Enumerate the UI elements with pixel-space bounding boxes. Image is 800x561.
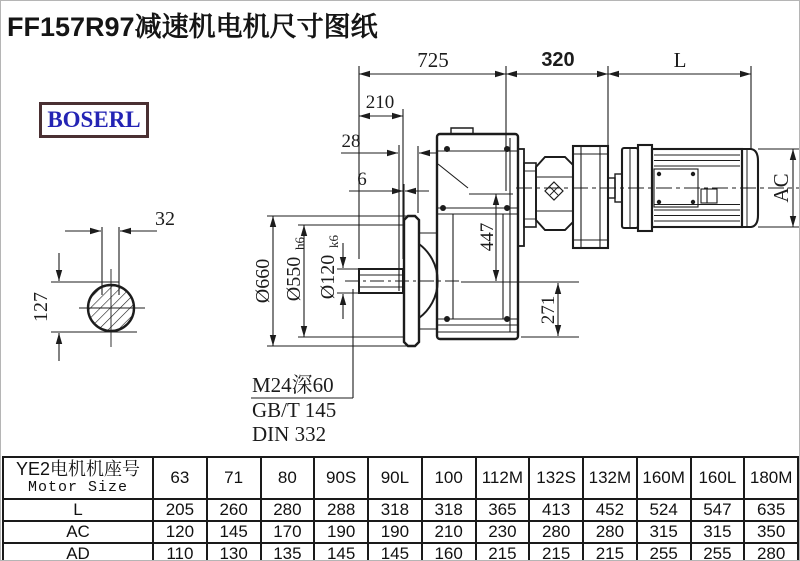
size-column-header: 71	[207, 457, 261, 499]
size-column-header: 63	[153, 457, 207, 499]
dimension-value-cell: 350	[744, 521, 798, 543]
dimension-value-cell: 215	[476, 543, 530, 561]
size-column-header: 132S	[529, 457, 583, 499]
dimension-value-cell: 318	[368, 499, 422, 521]
dimension-value-cell: 160	[422, 543, 476, 561]
dimension-row-L	[3, 499, 798, 521]
dimension-value-cell: 280	[744, 543, 798, 561]
dim-6: 6	[357, 169, 367, 190]
housing-bolts	[440, 146, 510, 322]
dimension-value-cell: 260	[207, 499, 261, 521]
dimension-value-cell: 170	[261, 521, 315, 543]
dim-447: 447	[477, 222, 498, 252]
dimension-value-cell: 215	[583, 543, 637, 561]
dim-320: 320	[541, 49, 575, 71]
size-column-header: 100	[422, 457, 476, 499]
dimension-value-cell: 524	[637, 499, 691, 521]
dimension-row-label: AC	[3, 521, 153, 543]
table-header-row	[3, 457, 798, 499]
note-din: DIN 332	[252, 422, 327, 446]
dimension-value-cell: 135	[261, 543, 315, 561]
dimension-value-cell: 120	[153, 521, 207, 543]
dim-127: 127	[30, 292, 52, 322]
dimension-value-cell: 205	[153, 499, 207, 521]
dimension-row-label: L	[3, 499, 153, 521]
dimension-row-AC	[3, 521, 798, 543]
dimension-value-cell: 190	[368, 521, 422, 543]
dimension-value-cell: 210	[422, 521, 476, 543]
svg-text:Ø120: Ø120	[317, 254, 339, 300]
dimension-value-cell: 280	[583, 521, 637, 543]
dim-L: L	[673, 48, 687, 72]
size-column-header: 180M	[744, 457, 798, 499]
dimension-value-cell: 315	[691, 521, 745, 543]
dimension-value-cell: 145	[368, 543, 422, 561]
size-column-header: 90S	[314, 457, 368, 499]
dimension-value-cell: 318	[422, 499, 476, 521]
size-column-header: 160L	[691, 457, 745, 499]
size-column-header: 80	[261, 457, 315, 499]
size-column-header: 132M	[583, 457, 637, 499]
dimension-value-cell: 280	[529, 521, 583, 543]
dim-d120	[317, 235, 341, 300]
dimension-value-cell: 635	[744, 499, 798, 521]
dimension-value-cell: 110	[153, 543, 207, 561]
dim-210: 210	[365, 92, 395, 113]
shaft-section-view	[51, 227, 157, 361]
dim-28: 28	[341, 131, 361, 152]
dimension-lines	[251, 66, 799, 398]
dim-725: 725	[417, 48, 449, 72]
dimension-row-label: AD	[3, 543, 153, 561]
motor-size-header-en: Motor Size	[27, 479, 128, 496]
dimension-value-cell: 190	[314, 521, 368, 543]
svg-text:k6: k6	[326, 235, 341, 248]
dimension-value-cell: 452	[583, 499, 637, 521]
svg-text:h6: h6	[292, 237, 307, 250]
size-column-header: 112M	[476, 457, 530, 499]
size-column-header: 90L	[368, 457, 422, 499]
dimension-value-cell: 288	[314, 499, 368, 521]
dimension-value-cell: 145	[207, 521, 261, 543]
note-m24: M24深60	[252, 373, 334, 397]
dimension-row-AD	[3, 543, 798, 561]
dimension-value-cell: 255	[691, 543, 745, 561]
motor-size-header-cell	[3, 457, 153, 499]
dimension-value-cell: 145	[314, 543, 368, 561]
dim-d660: Ø660	[252, 258, 274, 304]
dimension-value-cell: 255	[637, 543, 691, 561]
dimension-value-cell: 230	[476, 521, 530, 543]
motor-size-header-cn: YE2电机机座号	[15, 459, 141, 479]
dim-271: 271	[538, 295, 559, 325]
dimension-value-cell: 547	[691, 499, 745, 521]
motor-size-table	[2, 456, 799, 561]
svg-text:Ø550: Ø550	[283, 256, 305, 302]
dimension-value-cell: 413	[529, 499, 583, 521]
dim-d550	[283, 237, 307, 302]
note-gbt: GB/T 145	[252, 398, 337, 422]
dimension-value-cell: 280	[261, 499, 315, 521]
dim-32: 32	[155, 208, 175, 230]
size-column-header: 160M	[637, 457, 691, 499]
dimension-value-cell: 215	[529, 543, 583, 561]
dimension-value-cell: 130	[207, 543, 261, 561]
dimension-value-cell: 365	[476, 499, 530, 521]
reducer-outline	[345, 128, 799, 346]
boserl-logo-text: BOSERL	[47, 107, 141, 132]
page-title: FF157R97减速机电机尺寸图纸	[7, 12, 378, 42]
dim-AC: AC	[769, 173, 793, 203]
dimension-value-cell: 315	[637, 521, 691, 543]
